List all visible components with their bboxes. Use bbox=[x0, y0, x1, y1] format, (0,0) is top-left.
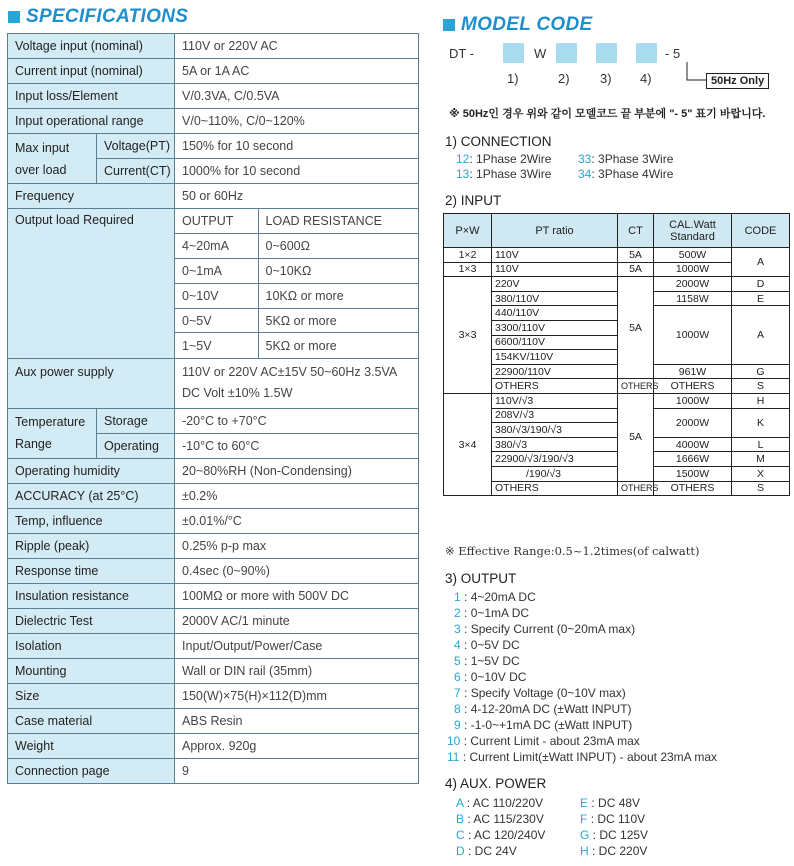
table-row bbox=[8, 209, 419, 359]
current-ct-value: 1000% for 10 second bbox=[175, 159, 419, 184]
spec-value: 110V or 220V AC bbox=[175, 34, 419, 59]
model-code-heading bbox=[443, 14, 592, 36]
watt-cell: 2000W bbox=[654, 408, 732, 437]
table-row bbox=[8, 458, 419, 483]
spec-label: Voltage input (nominal) bbox=[8, 34, 175, 59]
resistance-cell: 10KΩ or more bbox=[258, 283, 418, 308]
operating-value: -10°C to 60°C bbox=[175, 433, 419, 458]
table-row bbox=[444, 408, 790, 423]
list-item: E : DC 48V bbox=[580, 796, 641, 810]
list-item: C : AC 120/240V bbox=[456, 828, 546, 842]
spec-value: 2000V AC/1 minute bbox=[175, 608, 419, 633]
spec-label: Input operational range bbox=[8, 109, 175, 134]
spec-value: V/0.3VA, C/0.5VA bbox=[175, 84, 419, 109]
model-box-1 bbox=[503, 43, 524, 63]
list-item: H : DC 220V bbox=[580, 844, 648, 858]
table-row bbox=[8, 558, 419, 583]
spec-value: 20~80%RH (Non-Condensing) bbox=[175, 458, 419, 483]
watt-cell: OTHERS bbox=[654, 379, 732, 394]
model-w: W bbox=[534, 46, 547, 61]
code-cell: A bbox=[732, 306, 790, 364]
output-load-label: Output load Required bbox=[8, 209, 175, 359]
table-row bbox=[8, 34, 419, 59]
effective-range-note: ※ Effective Range:0.5~1.2times(of calwatt) bbox=[445, 544, 700, 558]
table-row bbox=[8, 59, 419, 84]
table-row bbox=[8, 483, 419, 508]
list-item: 10 : Current Limit - about 23mA max bbox=[447, 734, 640, 748]
spec-label: Insulation resistance bbox=[8, 583, 175, 608]
storage-label: Storage bbox=[97, 408, 175, 433]
spec-value: 9 bbox=[175, 758, 419, 783]
current-ct-label: Current(CT) bbox=[97, 159, 175, 184]
table-row bbox=[444, 466, 790, 481]
spec-value: ABS Resin bbox=[175, 708, 419, 733]
spec-label: Current input (nominal) bbox=[8, 59, 175, 84]
connection-title: 1) CONNECTION bbox=[445, 134, 552, 149]
voltage-pt-value: 150% for 10 second bbox=[175, 134, 419, 159]
output-cell: 4~20mA bbox=[175, 234, 258, 259]
table-row bbox=[444, 393, 790, 408]
ct-cell: 5A bbox=[618, 277, 654, 379]
output-cell: 0~1mA bbox=[175, 259, 258, 284]
suffix-pointer-line bbox=[686, 62, 708, 84]
spec-label: Weight bbox=[8, 733, 175, 758]
watt-cell: 500W bbox=[654, 248, 732, 263]
pt-cell: 380/√3/190/√3 bbox=[492, 423, 618, 438]
spec-label: Frequency bbox=[8, 184, 175, 209]
table-header-row bbox=[444, 214, 790, 248]
table-row bbox=[444, 277, 790, 292]
code-cell: A bbox=[732, 248, 790, 277]
spec-value: ±0.2% bbox=[175, 483, 419, 508]
table-row bbox=[8, 608, 419, 633]
aux-power-value: 110V or 220V AC±15V 50~60Hz 3.5VA DC Volt ±10% 1.5W bbox=[175, 358, 419, 408]
table-row bbox=[8, 683, 419, 708]
list-item: F : DC 110V bbox=[580, 812, 646, 826]
spec-label: Temp, influence bbox=[8, 508, 175, 533]
output-title: 3) OUTPUT bbox=[445, 571, 517, 586]
list-item: G : DC 125V bbox=[580, 828, 649, 842]
table-row bbox=[175, 283, 418, 308]
spec-label: Input loss/Element bbox=[8, 84, 175, 109]
spec-label: Mounting bbox=[8, 658, 175, 683]
pt-cell: 110V/√3 bbox=[492, 393, 618, 408]
resistance-cell: 0~600Ω bbox=[258, 234, 418, 259]
pt-cell: 22900/110V bbox=[492, 364, 618, 379]
table-row bbox=[444, 364, 790, 379]
pw-cell: 1×3 bbox=[444, 262, 492, 277]
list-item: 33: 3Phase 3Wire bbox=[578, 152, 674, 166]
model-num-2: 2) bbox=[558, 71, 570, 86]
watt-cell: 1000W bbox=[654, 262, 732, 277]
table-row bbox=[175, 333, 418, 358]
spec-value: 50 or 60Hz bbox=[175, 184, 419, 209]
spec-value: V/0~110%, C/0~120% bbox=[175, 109, 419, 134]
model-num-4: 4) bbox=[640, 71, 652, 86]
spec-value: 100MΩ or more with 500V DC bbox=[175, 583, 419, 608]
output-load-table bbox=[175, 209, 418, 358]
resistance-cell: 5KΩ or more bbox=[258, 308, 418, 333]
list-item: 8 : 4-12-20mA DC (±Watt INPUT) bbox=[454, 702, 632, 716]
pt-cell: 22900/√3/190/√3 bbox=[492, 452, 618, 467]
list-item: 3 : Specify Current (0~20mA max) bbox=[454, 622, 636, 636]
heading-square-icon bbox=[443, 19, 455, 31]
table-row bbox=[444, 379, 790, 394]
aux-power-label: Aux power supply bbox=[8, 358, 175, 408]
list-item: 4 : 0~5V DC bbox=[454, 638, 520, 652]
list-item: D : DC 24V bbox=[456, 844, 517, 858]
resistance-cell: 5KΩ or more bbox=[258, 333, 418, 358]
pt-cell: 110V bbox=[492, 248, 618, 263]
table-row bbox=[444, 306, 790, 321]
output-load-cell bbox=[175, 209, 419, 359]
watt-cell: 2000W bbox=[654, 277, 732, 292]
load-resistance-header: LOAD RESISTANCE bbox=[258, 209, 418, 234]
aux-power-title: 4) AUX. POWER bbox=[445, 776, 547, 791]
table-row bbox=[8, 109, 419, 134]
table-row bbox=[8, 758, 419, 783]
table-row bbox=[444, 481, 790, 496]
spec-label: Isolation bbox=[8, 633, 175, 658]
code-cell: S bbox=[732, 481, 790, 496]
specifications-table bbox=[7, 33, 419, 784]
code-cell: X bbox=[732, 466, 790, 481]
code-cell: M bbox=[732, 452, 790, 467]
specifications-title: SPECIFICATIONS bbox=[26, 6, 189, 27]
table-row bbox=[175, 308, 418, 333]
table-row bbox=[8, 358, 419, 408]
table-row bbox=[8, 658, 419, 683]
pt-cell: 6600/110V bbox=[492, 335, 618, 350]
table-row bbox=[8, 733, 419, 758]
watt-cell: 1500W bbox=[654, 466, 732, 481]
input-table bbox=[443, 213, 790, 496]
list-item: 12: 1Phase 2Wire bbox=[456, 152, 552, 166]
spec-value: Wall or DIN rail (35mm) bbox=[175, 658, 419, 683]
50hz-only-label: 50Hz Only bbox=[706, 73, 769, 89]
storage-value: -20°C to +70°C bbox=[175, 408, 419, 433]
table-row bbox=[444, 248, 790, 263]
list-item: 13: 1Phase 3Wire bbox=[456, 167, 552, 181]
spec-label: Dielectric Test bbox=[8, 608, 175, 633]
table-row bbox=[8, 184, 419, 209]
pw-cell: 3×3 bbox=[444, 277, 492, 394]
spec-value: 5A or 1A AC bbox=[175, 59, 419, 84]
header-ct: CT bbox=[618, 214, 654, 248]
table-row bbox=[8, 84, 419, 109]
header-pt-ratio: PT ratio bbox=[492, 214, 618, 248]
table-row bbox=[175, 209, 418, 234]
pt-cell: 380/√3 bbox=[492, 437, 618, 452]
pt-cell: OTHERS bbox=[492, 379, 618, 394]
table-row bbox=[8, 508, 419, 533]
list-item: A : AC 110/220V bbox=[456, 796, 544, 810]
spec-value: Approx. 920g bbox=[175, 733, 419, 758]
table-row bbox=[8, 533, 419, 558]
ct-cell: 5A bbox=[618, 262, 654, 277]
header-cal-watt: CAL.Watt Standard bbox=[654, 214, 732, 248]
pt-cell: /190/√3 bbox=[492, 466, 618, 481]
spec-value: Input/Output/Power/Case bbox=[175, 633, 419, 658]
code-cell: K bbox=[732, 408, 790, 437]
table-row bbox=[444, 437, 790, 452]
spec-label: ACCURACY (at 25°C) bbox=[8, 483, 175, 508]
pt-cell: 220V bbox=[492, 277, 618, 292]
code-cell: D bbox=[732, 277, 790, 292]
model-box-3 bbox=[596, 43, 617, 63]
spec-label: Operating humidity bbox=[8, 458, 175, 483]
max-input-label: Max input over load bbox=[8, 134, 97, 184]
pt-cell: 110V bbox=[492, 262, 618, 277]
output-cell: 0~5V bbox=[175, 308, 258, 333]
spec-value: ±0.01%/°C bbox=[175, 508, 419, 533]
code-cell: E bbox=[732, 291, 790, 306]
voltage-pt-label: Voltage(PT) bbox=[97, 134, 175, 159]
list-item: 9 : -1-0~+1mA DC (±Watt INPUT) bbox=[454, 718, 633, 732]
output-header: OUTPUT bbox=[175, 209, 258, 234]
model-num-3: 3) bbox=[600, 71, 612, 86]
output-cell: 0~10V bbox=[175, 283, 258, 308]
model-code-title: MODEL CODE bbox=[461, 14, 593, 35]
model-box-4 bbox=[636, 43, 657, 63]
spec-value: 150(W)×75(H)×112(D)mm bbox=[175, 683, 419, 708]
model-prefix: DT - bbox=[449, 46, 475, 61]
ct-cell: 5A bbox=[618, 393, 654, 481]
operating-label: Operating bbox=[97, 433, 175, 458]
watt-cell: OTHERS bbox=[654, 481, 732, 496]
header-pw: P×W bbox=[444, 214, 492, 248]
code-cell: S bbox=[732, 379, 790, 394]
table-row bbox=[444, 291, 790, 306]
watt-cell: 1000W bbox=[654, 306, 732, 364]
spec-label: Connection page bbox=[8, 758, 175, 783]
specifications-heading bbox=[8, 6, 188, 28]
list-item: 34: 3Phase 4Wire bbox=[578, 167, 674, 181]
pw-cell: 3×4 bbox=[444, 393, 492, 495]
heading-square-icon bbox=[8, 11, 20, 23]
table-row bbox=[8, 633, 419, 658]
code-cell: L bbox=[732, 437, 790, 452]
watt-cell: 1158W bbox=[654, 291, 732, 306]
spec-label: Case material bbox=[8, 708, 175, 733]
watt-cell: 961W bbox=[654, 364, 732, 379]
watt-cell: 1666W bbox=[654, 452, 732, 467]
table-row bbox=[8, 583, 419, 608]
pt-cell: 380/110V bbox=[492, 291, 618, 306]
input-title: 2) INPUT bbox=[445, 193, 502, 208]
list-item: 5 : 1~5V DC bbox=[454, 654, 520, 668]
pt-cell: 3300/110V bbox=[492, 320, 618, 335]
table-row bbox=[8, 408, 419, 433]
ct-cell: 5A bbox=[618, 248, 654, 263]
temperature-range-label: Temperature Range bbox=[8, 408, 97, 458]
spec-value: 0.4sec (0~90%) bbox=[175, 558, 419, 583]
spec-value: 0.25% p-p max bbox=[175, 533, 419, 558]
table-row bbox=[8, 134, 419, 159]
watt-cell: 1000W bbox=[654, 393, 732, 408]
model-code-note: ※ 50Hz인 경우 위와 같이 모델코드 끝 부분에 "- 5" 표기 바랍니다. bbox=[449, 108, 766, 120]
pt-cell: OTHERS bbox=[492, 481, 618, 496]
watt-cell: 4000W bbox=[654, 437, 732, 452]
list-item: 2 : 0~1mA DC bbox=[454, 606, 530, 620]
output-cell: 1~5V bbox=[175, 333, 258, 358]
list-item: 1 : 4~20mA DC bbox=[454, 590, 536, 604]
table-row bbox=[8, 708, 419, 733]
spec-label: Ripple (peak) bbox=[8, 533, 175, 558]
model-box-2 bbox=[556, 43, 577, 63]
table-row bbox=[444, 452, 790, 467]
list-item: 11 : Current Limit(±Watt INPUT) - about 23mA max bbox=[447, 750, 718, 764]
model-suffix: - 5 bbox=[665, 46, 681, 61]
pt-cell: 440/110V bbox=[492, 306, 618, 321]
spec-label: Size bbox=[8, 683, 175, 708]
code-cell: G bbox=[732, 364, 790, 379]
pt-cell: 208V/√3 bbox=[492, 408, 618, 423]
resistance-cell: 0~10KΩ bbox=[258, 259, 418, 284]
list-item: 7 : Specify Voltage (0~10V max) bbox=[454, 686, 626, 700]
list-item: B : AC 115/230V bbox=[456, 812, 544, 826]
spec-label: Response time bbox=[8, 558, 175, 583]
model-num-1: 1) bbox=[507, 71, 519, 86]
pw-cell: 1×2 bbox=[444, 248, 492, 263]
header-code: CODE bbox=[732, 214, 790, 248]
table-row bbox=[175, 234, 418, 259]
ct-cell: OTHERS bbox=[618, 379, 654, 394]
table-row bbox=[175, 259, 418, 284]
code-cell: H bbox=[732, 393, 790, 408]
list-item: 6 : 0~10V DC bbox=[454, 670, 527, 684]
ct-cell: OTHERS bbox=[618, 481, 654, 496]
pt-cell: 154KV/110V bbox=[492, 350, 618, 365]
